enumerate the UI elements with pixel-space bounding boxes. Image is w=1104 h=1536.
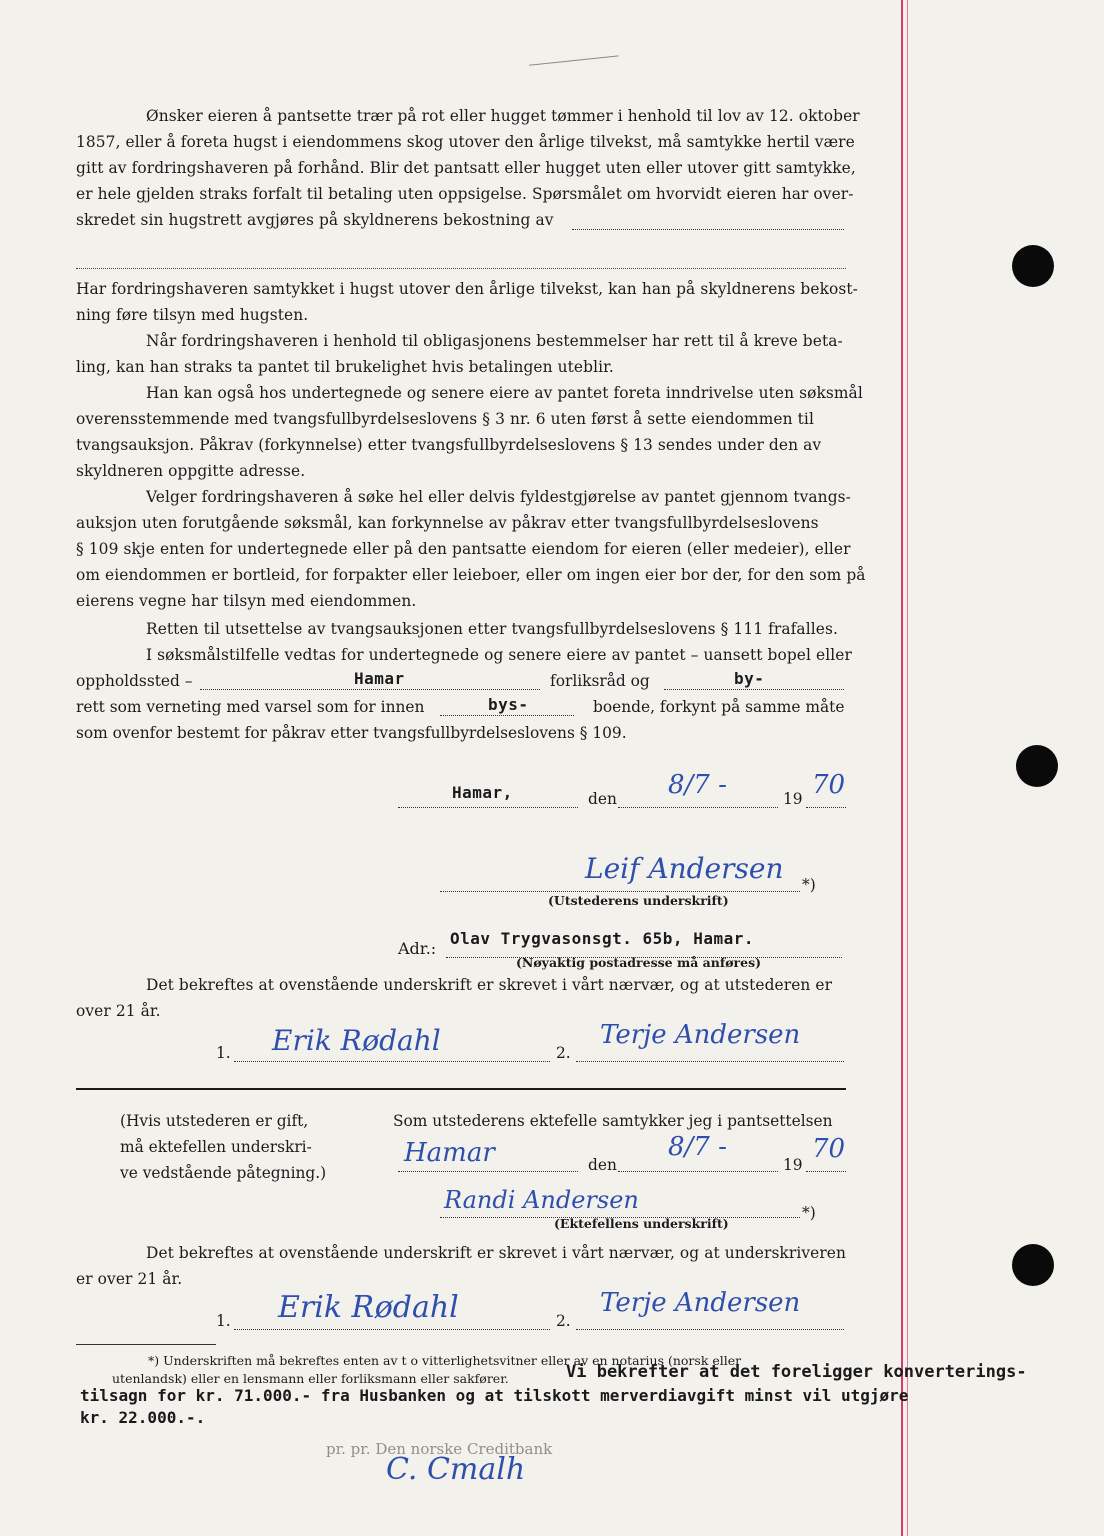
para5-line1: Velger fordringshaveren å søke hel eller delvis fyldestgjørelse av pantet gjennom tvangs- [146, 488, 851, 506]
spouse-date-handwritten: 8/7 - [668, 1132, 727, 1162]
margin-line-secondary [907, 0, 908, 1536]
bank-label: pr. pr. Den norske Creditbank [326, 1440, 553, 1458]
witness2-number2: 2. [556, 1312, 571, 1330]
spouse-note-line2: må ektefellen underskri- [120, 1138, 312, 1156]
issuer-signature-caption: (Utstederens underskrift) [548, 893, 729, 908]
para5-line2: auksjon uten forutgående søksmål, kan forkynnelse av påkrav etter tvangsfullbyrdelseslovens [76, 514, 819, 532]
spouse-year-field[interactable] [806, 1170, 846, 1172]
spouse-year-prefix: 19 [783, 1156, 803, 1174]
witness2-sig2-field[interactable] [576, 1328, 844, 1330]
para5-line3: § 109 skje enten for undertegnede eller på den pantsatte eiendom for eieren (eller medeier), eller [76, 540, 851, 558]
spouse-year-handwritten: 70 [812, 1134, 846, 1164]
forliksraad-value: Hamar [354, 669, 405, 688]
witness2-text-line2: er over 21 år. [76, 1270, 183, 1288]
date-handwritten: 8/7 - [668, 770, 727, 800]
hugst-cost-field[interactable] [572, 228, 844, 230]
witness1-number1: 1. [216, 1044, 231, 1062]
witness1-sig1-field[interactable] [234, 1060, 550, 1062]
para1-line1: Ønsker eieren å pantsette trær på rot eller hugget tømmer i henhold til lov av 12. oktober [146, 107, 860, 125]
para3-line1: Når fordringshaveren i henhold til obligasjonens bestemmelser har rett til å kreve beta- [146, 332, 843, 350]
address-label: Adr.: [398, 939, 437, 958]
spouse-signature: Randi Andersen [444, 1186, 639, 1214]
venue-line3: som ovenfor bestemt for påkrav etter tvangsfullbyrdelseslovens § 109. [76, 724, 627, 742]
spouse-note-line1: (Hvis utstederen er gift, [120, 1112, 309, 1130]
venue-prefix: oppholdssted – [76, 672, 193, 690]
spouse-date-den-label: den [588, 1156, 617, 1174]
footnote-line2: utenlandsk) eller en lensmann eller forliksmann eller sakfører. [112, 1371, 509, 1386]
spouse-signature-caption: (Ektefellens underskrift) [554, 1216, 729, 1231]
punch-hole-bottom [1012, 1244, 1054, 1286]
punch-hole-top [1012, 245, 1054, 287]
witness1-signature1: Erik Rødahl [272, 1024, 441, 1057]
spouse-consent-text: Som utstederens ektefelle samtykker jeg i pantsettelsen [393, 1112, 833, 1130]
address-value: Olav Trygvasonsgt. 65b, Hamar. [450, 929, 754, 948]
para4-line2: overensstemmende med tvangsfullbyrdelseslovens § 3 nr. 6 uten først å sette eiendommen til [76, 410, 814, 428]
witness1-text-line1: Det bekreftes at ovenstående underskrift er skrevet i vårt nærvær, og at utstederen er [146, 976, 833, 994]
footnote-rule [76, 1344, 216, 1345]
para1-line5: skredet sin hugstrett avgjøres på skyldnerens bekostning av [76, 211, 554, 229]
stamp-line3: kr. 22.000.-. [80, 1408, 206, 1427]
witness2-signature2: Terje Andersen [600, 1288, 801, 1318]
spouse-date-field[interactable] [618, 1170, 778, 1172]
issuer-signature-field[interactable] [440, 890, 800, 892]
para4-line1: Han kan også hos undertegnede og senere eiere av pantet foreta inndrivelse uten søksmål [146, 384, 863, 402]
para2-line2: ning føre tilsyn med hugsten. [76, 306, 309, 324]
notice-value: bys- [488, 695, 529, 714]
year-handwritten: 70 [812, 770, 846, 800]
para1-line4: er hele gjelden straks forfalt til betaling uten oppsigelse. Spørsmålet om hvorvidt eieren har over- [76, 185, 854, 203]
para5-line4: om eiendommen er bortleid, for forpakter eller leieboer, eller om ingen eier bor der, for den som på [76, 566, 866, 584]
para1-line2: 1857, eller å foreta hugst i eiendommens skog utover den årlige tilvekst, må samtykke hertil være [76, 133, 855, 151]
byrett-value: by- [734, 669, 765, 688]
margin-line [901, 0, 903, 1536]
para4-line4: skyldneren oppgitte adresse. [76, 462, 306, 480]
para4-line3: tvangsauksjon. Påkrav (forkynnelse) etter tvangsfullbyrdelseslovens § 13 sendes under den av [76, 436, 822, 454]
venue-line2-suffix: boende, forkynt på samme måte [593, 698, 845, 716]
issuer-signature: Leif Andersen [585, 852, 784, 885]
stamp-line1: Vi bekrefter at det foreligger konverterings- [566, 1362, 1027, 1382]
hugst-cost-field-line2[interactable] [76, 268, 846, 269]
place-field[interactable] [398, 806, 578, 808]
witness2-sig1-field[interactable] [234, 1328, 550, 1330]
place-value: Hamar, [452, 783, 513, 802]
forliksraad-label: forliksråd og [550, 672, 650, 690]
para3-line2: ling, kan han straks ta pantet til brukelighet hvis betalingen uteblir. [76, 358, 614, 376]
para2-line1: Har fordringshaveren samtykket i hugst utover den årlige tilvekst, kan han på skyldnerens bekost- [76, 280, 858, 298]
date-field[interactable] [618, 806, 778, 808]
spouse-note-line3: ve vedstående påtegning.) [120, 1164, 327, 1182]
para1-line3: gitt av fordringshaveren på forhånd. Blir det pantsatt eller hugget uten eller utover gitt samtykke, [76, 159, 856, 177]
page-number-mark [529, 55, 621, 87]
venue-line2-prefix: rett som verneting med varsel som for innen [76, 698, 425, 716]
footnote-line1: *) Underskriften må bekreftes enten av t o vitterlighetsvitner eller av en notarius (norsk eller [148, 1353, 742, 1368]
issuer-signature-suffix: *) [802, 876, 816, 894]
year-field[interactable] [806, 806, 846, 808]
para6: Retten til utsettelse av tvangsauksjonen etter tvangsfullbyrdelseslovens § 111 frafalles. [146, 620, 838, 638]
witness1-signature2: Terje Andersen [600, 1020, 801, 1050]
witness2-signature1: Erik Rødahl [278, 1290, 459, 1325]
spouse-place-handwritten: Hamar [404, 1138, 495, 1168]
address-caption: (Nøyaktig postadresse må anføres) [516, 955, 762, 970]
punch-hole-middle [1016, 745, 1058, 787]
witness1-number2: 2. [556, 1044, 571, 1062]
section-divider [76, 1088, 846, 1090]
para7: I søksmålstilfelle vedtas for undertegnede og senere eiere av pantet – uansett bopel eller [146, 646, 852, 664]
bank-signature: C. Cmalh [386, 1452, 526, 1487]
para5-line5: eierens vegne har tilsyn med eiendommen. [76, 592, 417, 610]
witness1-sig2-field[interactable] [576, 1060, 844, 1062]
spouse-signature-suffix: *) [802, 1204, 816, 1222]
date-den-label: den [588, 790, 617, 808]
stamp-line2: tilsagn for kr. 71.000.- fra Husbanken og at tilskott merverdiavgift minst vil utgjøre [80, 1386, 909, 1405]
spouse-place-field[interactable] [398, 1170, 578, 1172]
witness1-text-line2: over 21 år. [76, 1002, 161, 1020]
year-prefix: 19 [783, 790, 803, 808]
witness2-text-line1: Det bekreftes at ovenstående underskrift er skrevet i vårt nærvær, og at underskriveren [146, 1244, 847, 1262]
witness2-number1: 1. [216, 1312, 231, 1330]
